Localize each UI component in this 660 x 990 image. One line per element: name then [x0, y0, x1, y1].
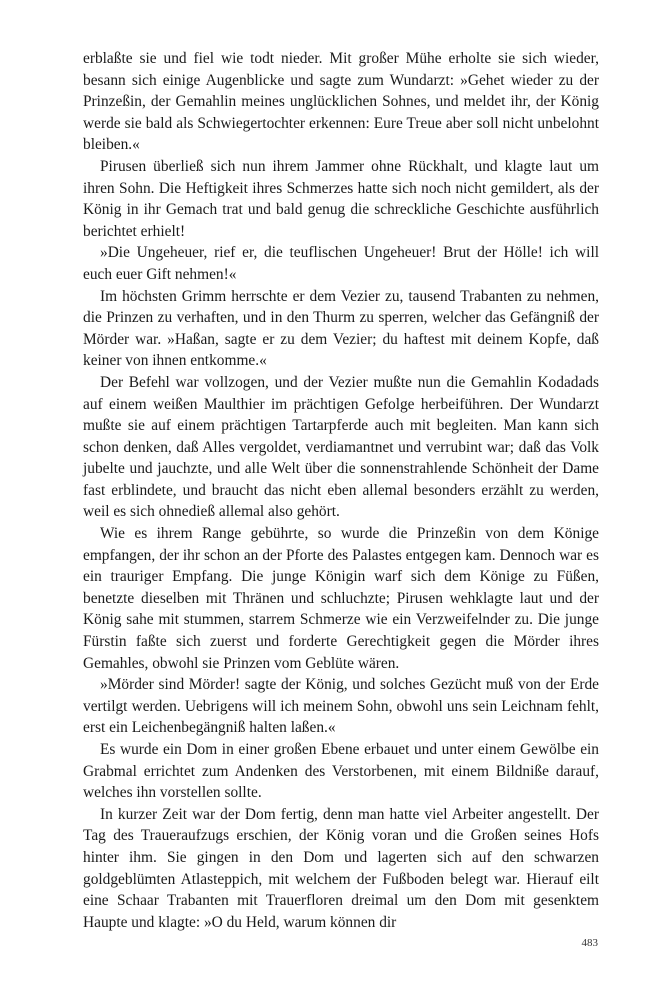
page-number: 483: [581, 937, 598, 949]
paragraph-5: Der Befehl war vollzogen, und der Vezier mußte nun die Gemahlin Kodadads auf einem weißen Maulthier im prächtigen Gefolge herbeiführen. Der Wundarzt mußte sie auf einem prächtigen Tartarpferde auch mit begleiten. Man kann sich schon denken, daß Alles vergoldet, verdiamantnet und verrubint war; daß das Volk jubelte und jauchzte, und alle Welt über die sonnenstrahlende Schönheit der Dame fast erblindete, und braucht das nicht eben allemal besonders erzählt zu werden, weil es sich ohnedieß allemal also gehört.: [83, 373, 599, 521]
paragraph-6: Wie es ihrem Range gebührte, so wurde die Prinzeßin von dem Könige empfangen, der ihr schon an der Pforte des Palastes entgegen kam. Dennoch war es ein trauriger Empfang. Die junge Königin warf sich dem Könige zu Füßen, benetzte dieselben mit Thränen und schluchzte; Pirusen wehklagte laut und der König sahe mit stummen, starrem Schmerze wie ein Verzweifelnder zu. Die junge Fürstin faßte sich zuerst und forderte Gerechtigkeit gegen die Mörder ihres Gemahles, obwohl sie Prinzen vom Geblüte wären.: [83, 525, 599, 672]
paragraph-9: In kurzer Zeit war der Dom fertig, denn man hatte viel Arbeiter angestellt. Der Tag des Traueraufzugs erschien, der König voran und die Großen seines Hofs hinter ihm. Sie gingen in den Dom und lagerten sich auf den schwarzen goldgeblümten Atlasteppich, mit welchem der Fußboden belegt war. Hierauf eilt eine Schaar Trabanten mit Trauerfloren dreimal um den Dom mit gesenktem Haupte und klagte: »O du Held, warum können dir: [83, 805, 599, 931]
paragraph-1: erblaßte sie und fiel wie todt nieder. Mit großer Mühe erholte sie sich wieder, besann sich einige Augenblicke und sagte zum Wundarzt: »Gehet wieder zu der Prinzeßin, der Gemahlin meines unglücklichen Sohnes, und meldet ihr, der König werde sie bald als Schwiegertochter erkennen: Eure Treue aber soll nicht unbelohnt bleiben.«: [83, 50, 599, 154]
paragraph-8: Es wurde ein Dom in einer großen Ebene erbauet und unter einem Gewölbe ein Grabmal errichtet zum Andenken des Verstorbenen, mit einem Bildniße darauf, welches ihn vorstellen sollte.: [83, 741, 599, 802]
page-text: [83, 48, 599, 933]
paragraph-7: »Mörder sind Mörder! sagte der König, und solches Gezücht muß von der Erde vertilgt werden. Uebrigens will ich meinem Sohn, obwohl uns sein Leichnam fehlt, erst ein Leichenbegängniß halten laßen.«: [83, 676, 599, 737]
paragraph-3: »Die Ungeheuer, rief er, die teuflischen Ungeheuer! Brut der Hölle! ich will euch euer Gift nehmen!«: [83, 244, 599, 283]
paragraph-2: Pirusen überließ sich nun ihrem Jammer ohne Rückhalt, und klagte laut um ihren Sohn. Die Heftigkeit ihres Schmerzes hatte sich noch nicht gemildert, als der König in ihr Gemach trat und bald genug die schreckliche Geschichte ausführlich berichtet erhielt!: [83, 157, 599, 240]
paragraph-4: Im höchsten Grimm herrschte er dem Vezier zu, tausend Trabanten zu nehmen, die Prinzen zu verhaften, und in den Thurm zu sperren, welcher das Gefängniß der Mörder war. »Haßan, sagte er zu dem Vezier; du haftest mit deinem Kopfe, daß keiner von ihnen entkomme.«: [83, 287, 599, 370]
